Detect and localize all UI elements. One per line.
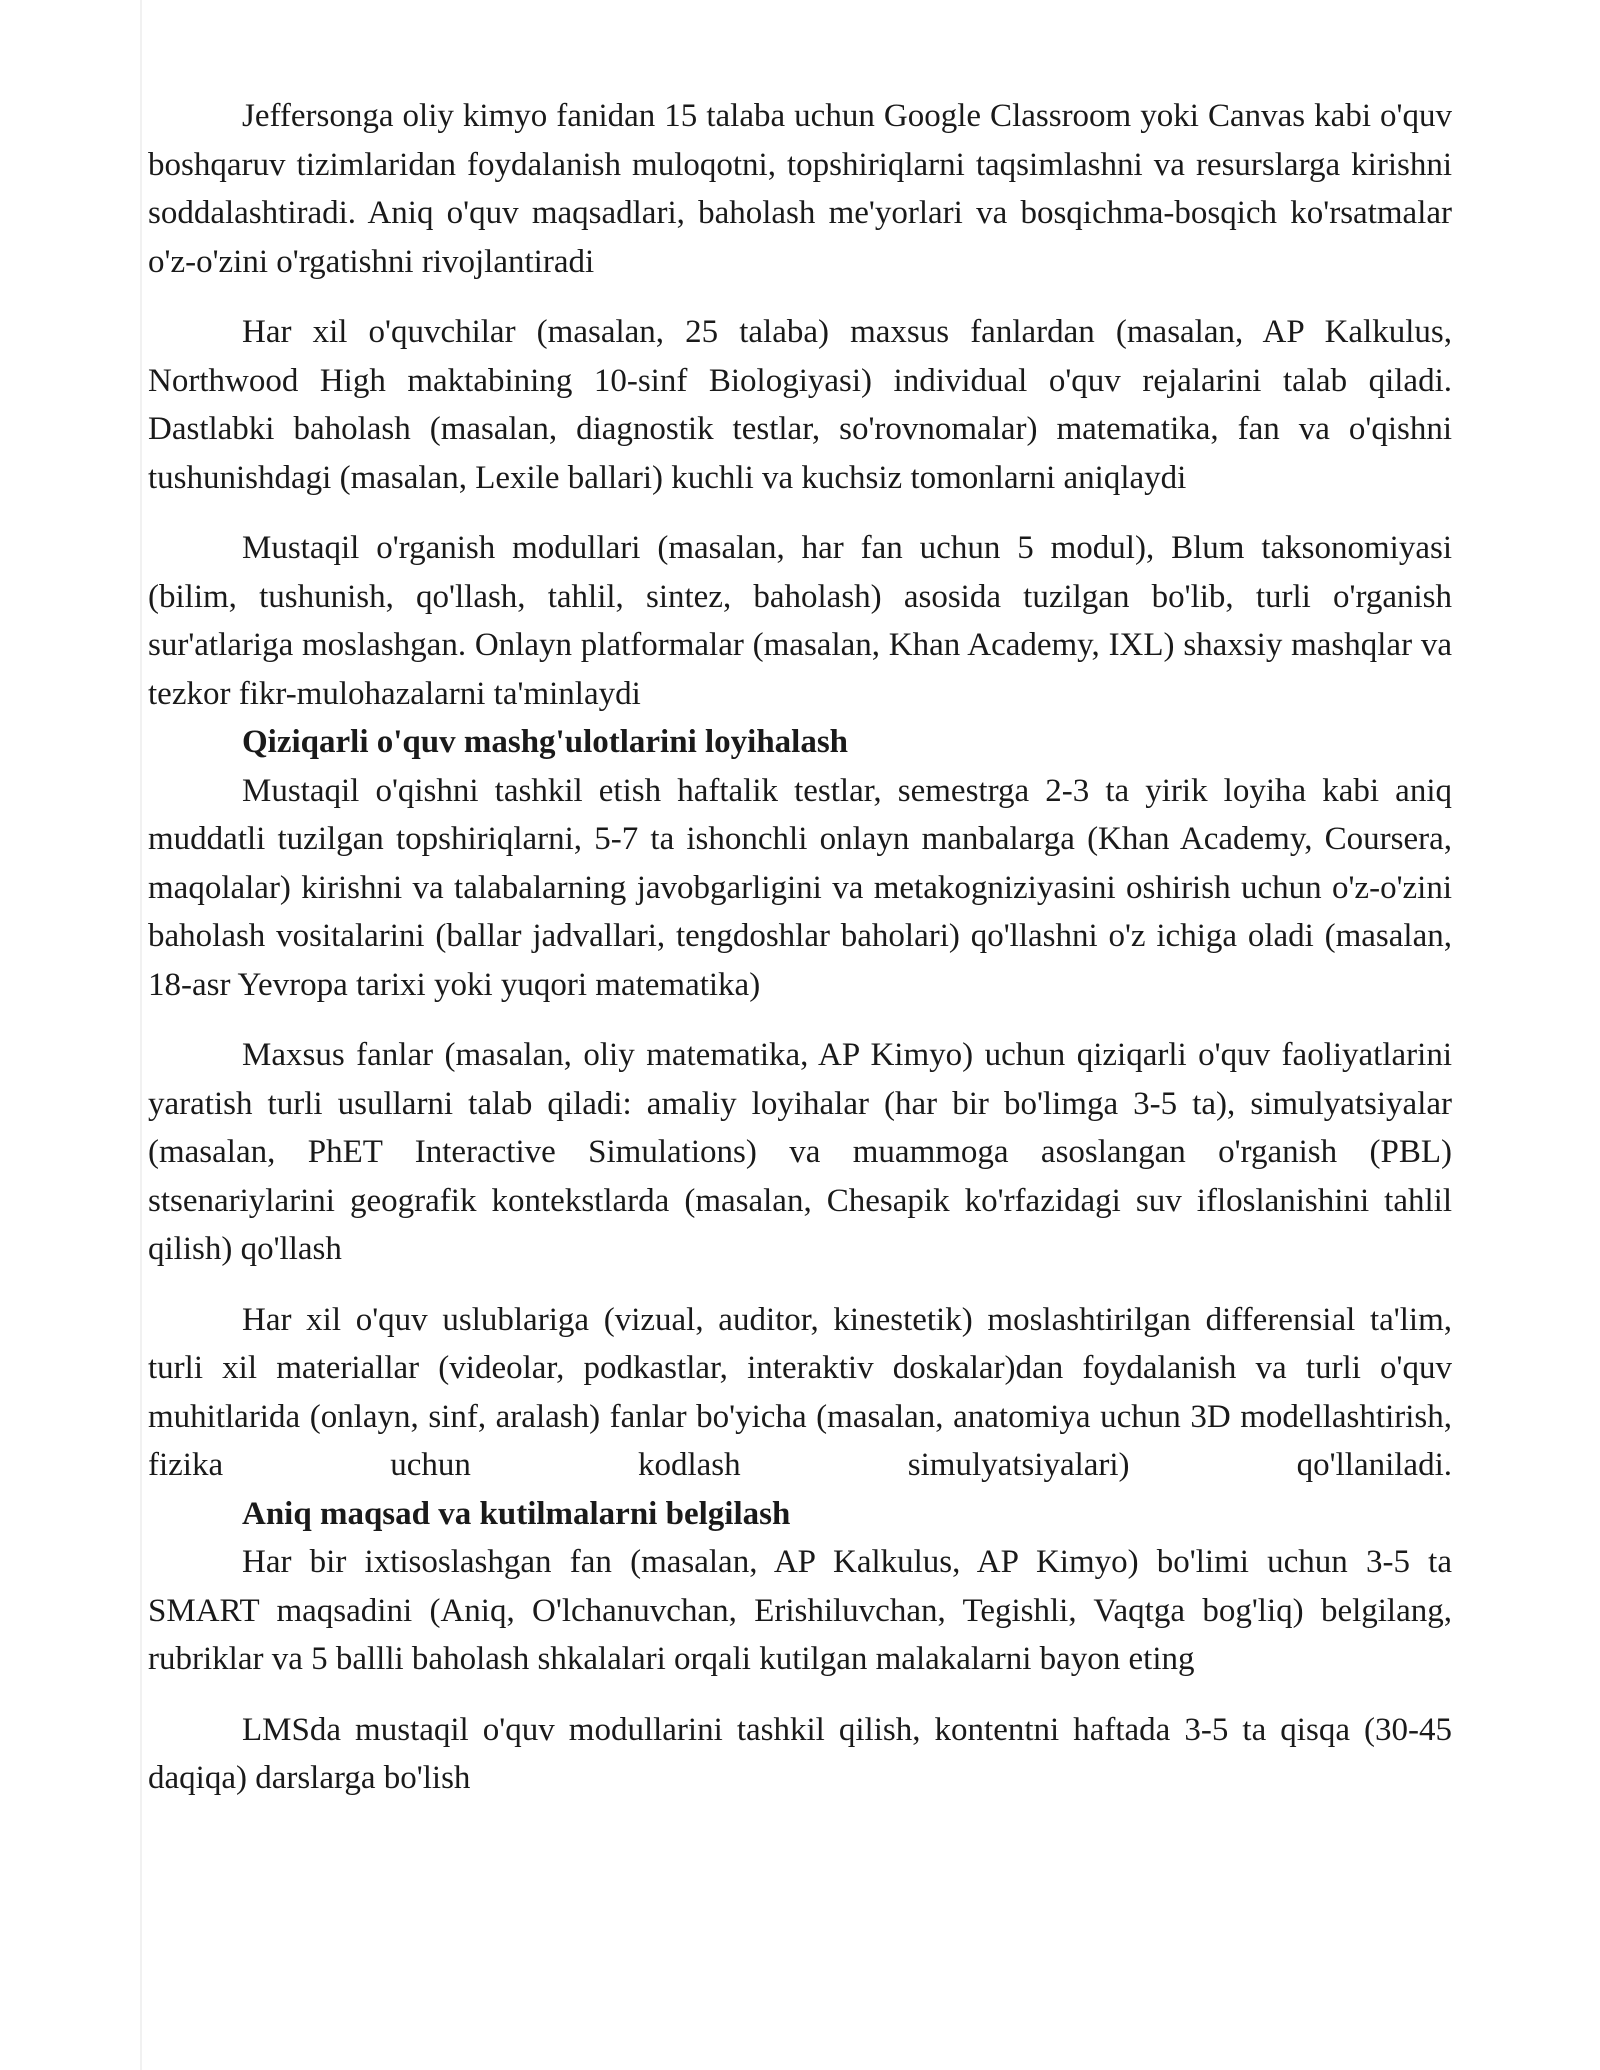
paragraph-lms-modules: LMSda mustaqil o'quv modullarini tashkil qilish, kontentni haftada 3-5 ta qisqa (30-45 daqiqa) darslarga bo'lish: [148, 1711, 1452, 1796]
paragraph-lms-jefferson: Jeffersonga oliy kimyo fanidan 15 talaba uchun Google Classroom yoki Canvas kabi o'quv boshqaruv tizimlaridan foydalanish muloqotni, topshiriqlarni taqsimlashni va resurslarga kirishni soddalashtiradi. Aniq o'quv maqsadlari, baholash me'yorlari va bosqichma-bosqich ko'rsatmalar o'z-o'zini o'rgatishni rivojlantiradi: [148, 98, 1452, 280]
paragraph-individual-plans: Har xil o'quvchilar (masalan, 25 talaba) maxsus fanlardan (masalan, AP Kalkulus, Northwood High maktabining 10-sinf Biologiyasi) individual o'quv rejalarini talab qiladi. Dastlabki baholash (masalan, diagnostik testlar, so'rovnomalar) matematika, fan va o'qishni tushunishdagi (masalan, Lexile ballari) kuchli va kuchsiz tomonlarni aniqlaydi: [148, 314, 1452, 496]
document-body: [148, 92, 1452, 1803]
paragraph-independent-reading: Mustaqil o'qishni tashkil etish haftalik testlar, semestrga 2-3 ta yirik loyiha kabi aniq muddatli tuzilgan topshiriqlarni, 5-7 ta ishonchli onlayn manbalarga (Khan Academy, Coursera, maqolalar) kirishni va talabalarning javobgarligini va metakogniziyasini oshirish uchun o'z-o'zini baholash vositalarini (ballar jadvallari, tengdoshlar baholari) qo'llashni o'z ichiga oladi (masalan, 18-asr Yevropa tarixi yoki yuqori matematika): [148, 772, 1452, 1003]
page-margin-rule: [140, 0, 142, 2070]
paragraph-smart-goals: Har bir ixtisoslashgan fan (masalan, AP Kalkulus, AP Kimyo) bo'limi uchun 3-5 ta SMART maqsadini (Aniq, O'lchanuvchan, Erishiluvchan, Tegishli, Vaqtga bog'liq) belgilang, rubriklar va 5 ballli baholash shkalalari orqali kutilgan malakalarni bayon eting: [148, 1544, 1452, 1677]
paragraph-special-subjects: Maxsus fanlar (masalan, oliy matematika, AP Kimyo) uchun qiziqarli o'quv faoliyatlarini yaratish turli usullarni talab qiladi: amaliy loyihalar (har bir bo'limga 3-5 ta), simulyatsiyalar (masalan, PhET Interactive Simulations) va muammoga asoslangan o'rganish (PBL) stsenariylarini geografik kontekstlarda (masalan, Chesapik ko'rfazidagi suv ifloslanishini tahlil qilish) qo'llash: [148, 1037, 1452, 1267]
section-heading-clear-goals: Aniq maqsad va kutilmalarni belgilash: [242, 1495, 791, 1532]
paragraph-differentiated-learning: Har xil o'quv uslublariga (vizual, auditor, kinestetik) moslashtirilgan differensial ta'lim, turli xil materiallar (videolar, podkastlar, interaktiv doskalar)dan foydalanish va turli o'quv muhitlarida (onlayn, sinf, aralash) fanlar bo'yicha (masalan, anatomiya uchun 3D modellashtirish, fizika uchun kodlash simulyatsiyalari) qo'llaniladi.: [148, 1301, 1452, 1483]
section-heading-engaging-activities: Qiziqarli o'quv mashg'ulotlarini loyihalash: [242, 724, 849, 760]
paragraph-self-study-modules: Mustaqil o'rganish modullari (masalan, har fan uchun 5 modul), Blum taksonomiyasi (bilim, tushunish, qo'llash, tahlil, sintez, baholash) asosida tuzilgan bo'lib, turli o'rganish sur'atlariga moslashgan. Onlayn platformalar (masalan, Khan Academy, IXL) shaxsiy mashqlar va tezkor fikr-mulohazalarni ta'minlaydi: [148, 530, 1452, 712]
